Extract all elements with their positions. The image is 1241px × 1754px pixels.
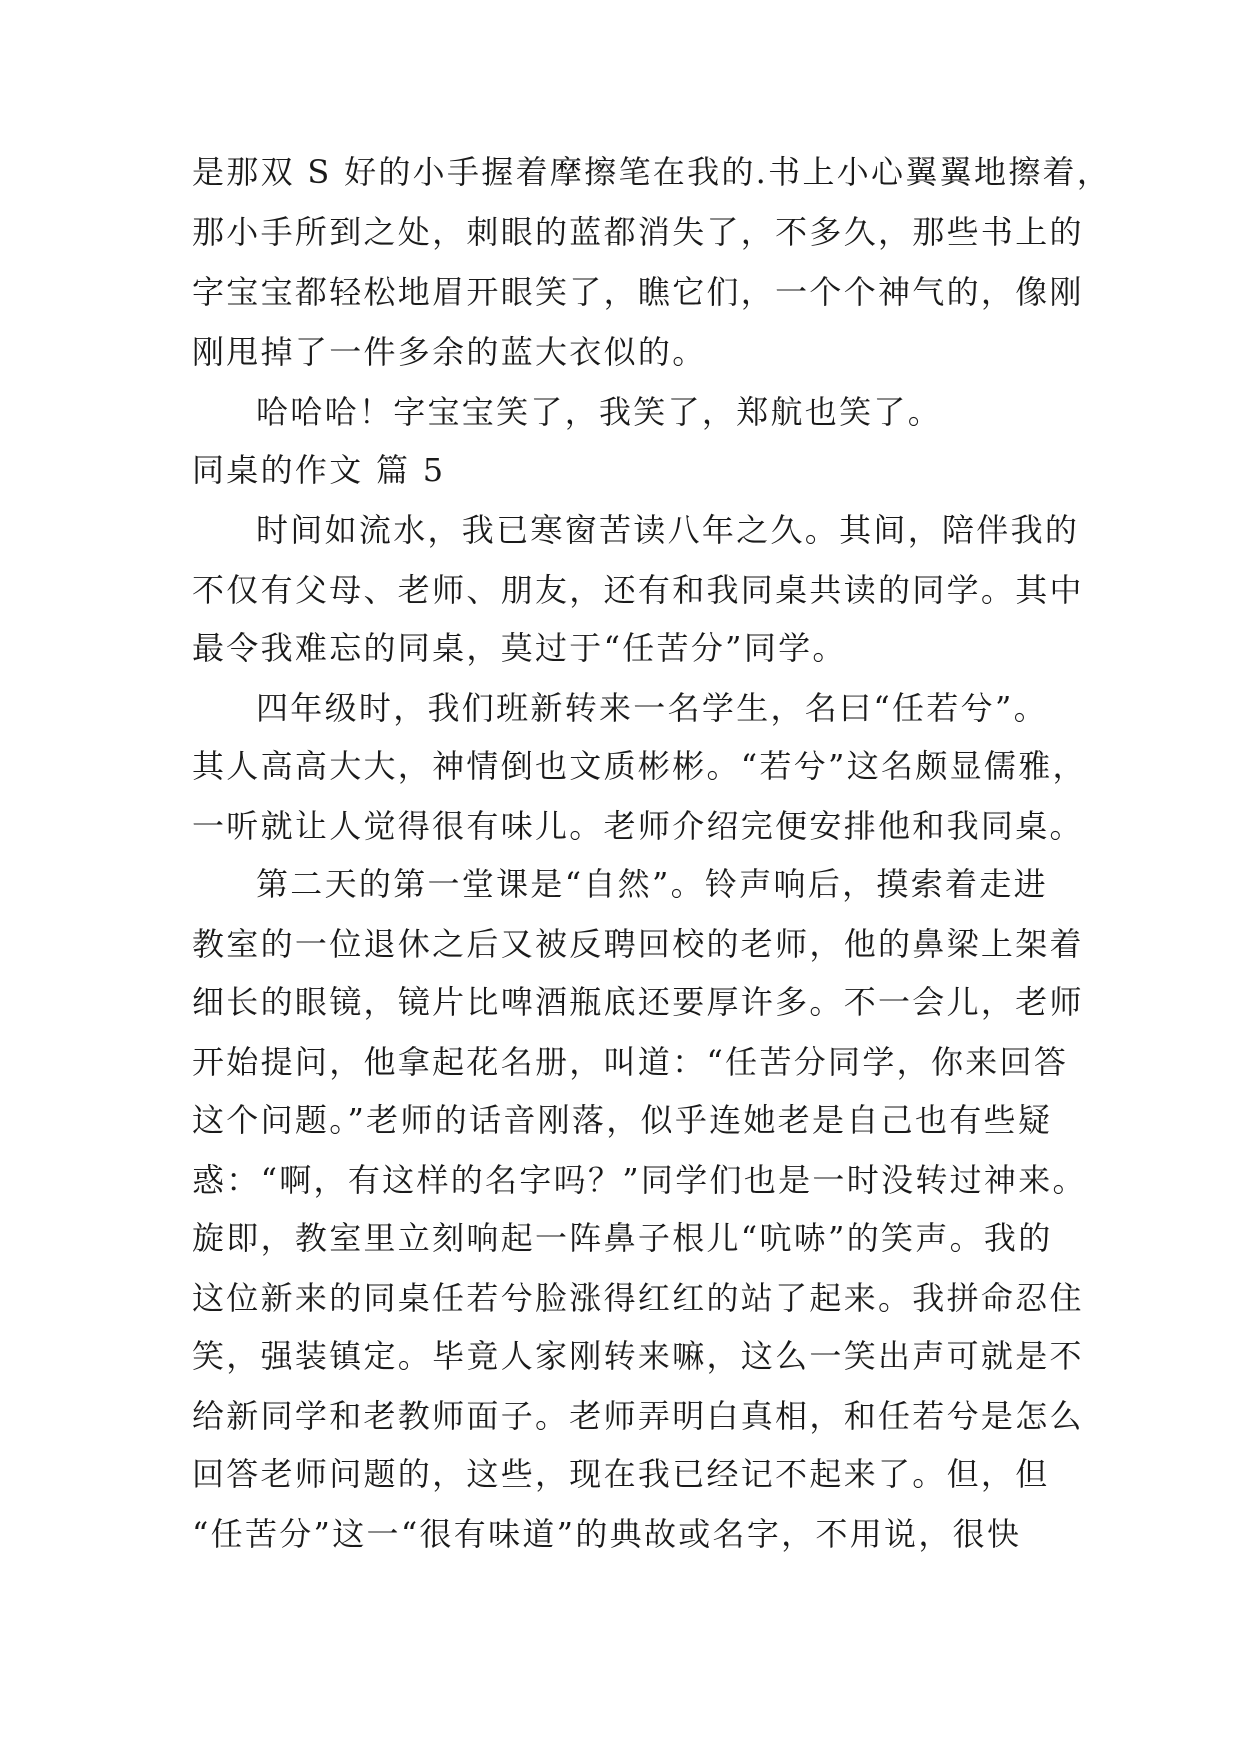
text-line: 旋即，教室里立刻响起一阵鼻子根儿“吭哧”的笑声。我的	[192, 1219, 1053, 1257]
section-heading: 同桌的作文 篇 5	[192, 451, 446, 489]
text-line: 回答老师问题的，这些，现在我已经记不起来了。但，但	[192, 1455, 1050, 1493]
text-line: 那小手所到之处，刺眼的蓝都消失了，不多久，那些书上的	[192, 213, 1084, 251]
text-line: 其人高高大大，神情倒也文质彬彬。“若兮”这名颇显儒雅，	[192, 747, 1087, 785]
text-line: 笑，强装镇定。毕竟人家刚转来嘛，这么一笑出声可就是不	[192, 1337, 1084, 1375]
text-line: 细长的眼镜，镜片比啤酒瓶底还要厚许多。不一会儿，老师	[192, 983, 1084, 1021]
text-line: 刚甩掉了一件多余的蓝大衣似的。	[192, 333, 707, 371]
text-line: 哈哈哈！字宝宝笑了，我笑了，郑航也笑了。	[256, 393, 943, 431]
text-line: 时间如流水，我已寒窗苦读八年之久。其间，陪伴我的	[256, 511, 1080, 549]
text-line: 这位新来的同桌任若兮脸涨得红红的站了起来。我拼命忍住	[192, 1279, 1084, 1317]
text-line: 教室的一位退休之后又被反聘回校的老师，他的鼻梁上架着	[192, 925, 1084, 963]
text-line: 一听就让人觉得很有味儿。老师介绍完便安排他和我同桌。	[192, 807, 1084, 845]
text-line: 是那双 S 好的小手握着摩擦笔在我的.书上小心翼翼地擦着，	[192, 153, 1112, 191]
text-line: 这个问题。”老师的话音刚落，似乎连她老是自己也有些疑	[192, 1101, 1053, 1139]
text-line: 惑：“啊，有这样的名字吗？”同学们也是一时没转过神来。	[192, 1161, 1087, 1199]
text-line: 第二天的第一堂课是“自然”。铃声响后，摸索着走进	[256, 865, 1048, 903]
text-line: 不仅有父母、老师、朋友，还有和我同桌共读的同学。其中	[192, 571, 1084, 609]
text-line: 字宝宝都轻松地眉开眼笑了，瞧它们，一个个神气的，像刚	[192, 273, 1084, 311]
text-line: 开始提问，他拿起花名册，叫道：“任苦分同学，你来回答	[192, 1043, 1069, 1081]
text-line: 给新同学和老教师面子。老师弄明白真相，和任若兮是怎么	[192, 1397, 1084, 1435]
text-line: 最令我难忘的同桌，莫过于“任苦分”同学。	[192, 629, 847, 667]
text-line: “任苦分”这一“很有味道”的典故或名字，不用说，很快	[192, 1515, 1022, 1553]
text-line: 四年级时，我们班新转来一名学生，名曰“任若兮”。	[256, 689, 1048, 727]
